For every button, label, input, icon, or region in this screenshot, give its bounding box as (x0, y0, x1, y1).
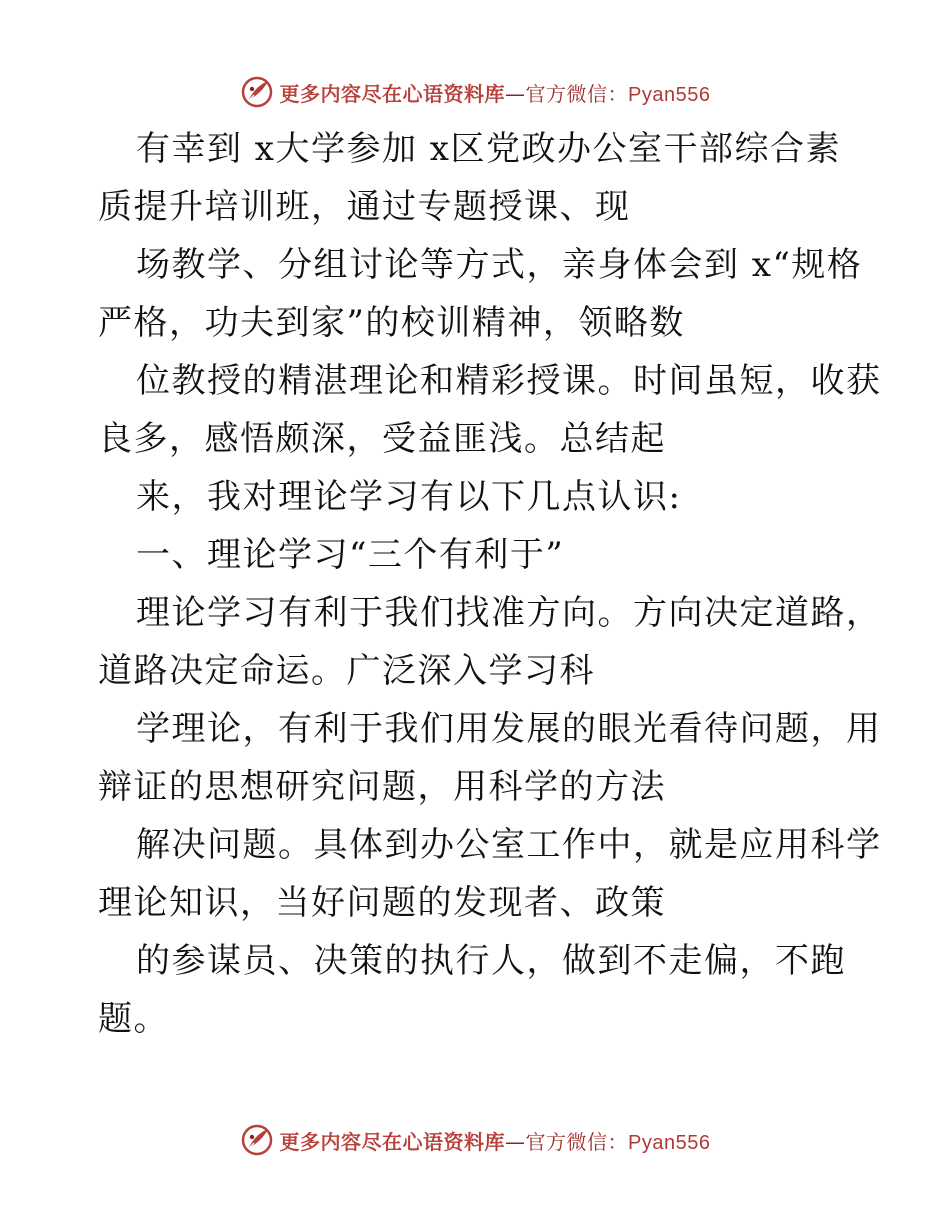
watermark-brand: 更多内容尽在心语资料库 (279, 1129, 506, 1154)
text-line: 来，我对理论学习有以下几点认识: (136, 477, 682, 517)
text-line: 质提升培训班，通过专题授课、现 (98, 187, 631, 227)
watermark-label: 官方微信： (525, 1129, 629, 1154)
text-line: 理论学习有利于我们找准方向。方向决定道路， (136, 593, 882, 633)
text-line: 的参谋员、决策的执行人，做到不走偏，不跑 (136, 941, 846, 981)
quill-logo-icon (240, 1123, 274, 1157)
watermark-text (280, 1126, 711, 1155)
text-line: 场教学、分组讨论等方式，亲身体会到 x“规格 (136, 245, 863, 285)
text-line: 一、理论学习“三个有利于” (136, 535, 565, 575)
watermark-separator: — (505, 1129, 526, 1154)
watermark-separator: — (505, 81, 526, 106)
watermark-account: Pyan556 (628, 1131, 711, 1154)
document-body (98, 120, 882, 1048)
watermark-text (280, 78, 711, 107)
text-line: 位教授的精湛理论和精彩授课。时间虽短，收获 (136, 361, 882, 401)
text-line: 理论知识，当好问题的发现者、政策 (98, 883, 666, 923)
text-line: 辩证的思想研究问题，用科学的方法 (98, 767, 666, 807)
text-line: 题。 (98, 999, 169, 1039)
header-watermark (0, 72, 950, 112)
watermark-account: Pyan556 (628, 83, 711, 106)
watermark-label: 官方微信： (525, 81, 629, 106)
text-line: 学理论，有利于我们用发展的眼光看待问题，用 (136, 709, 882, 749)
watermark-brand: 更多内容尽在心语资料库 (279, 81, 506, 106)
text-line: 解决问题。具体到办公室工作中，就是应用科学 (136, 825, 882, 865)
text-line: 道路决定命运。广泛深入学习科 (98, 651, 595, 691)
text-line: 有幸到 x大学参加 x区党政办公室干部综合素 (136, 129, 841, 169)
quill-logo-icon (240, 75, 274, 109)
text-line: 良多，感悟颇深，受益匪浅。总结起 (98, 419, 666, 459)
text-line: 严格，功夫到家”的校训精神，领略数 (98, 303, 685, 343)
footer-watermark (0, 1120, 950, 1160)
